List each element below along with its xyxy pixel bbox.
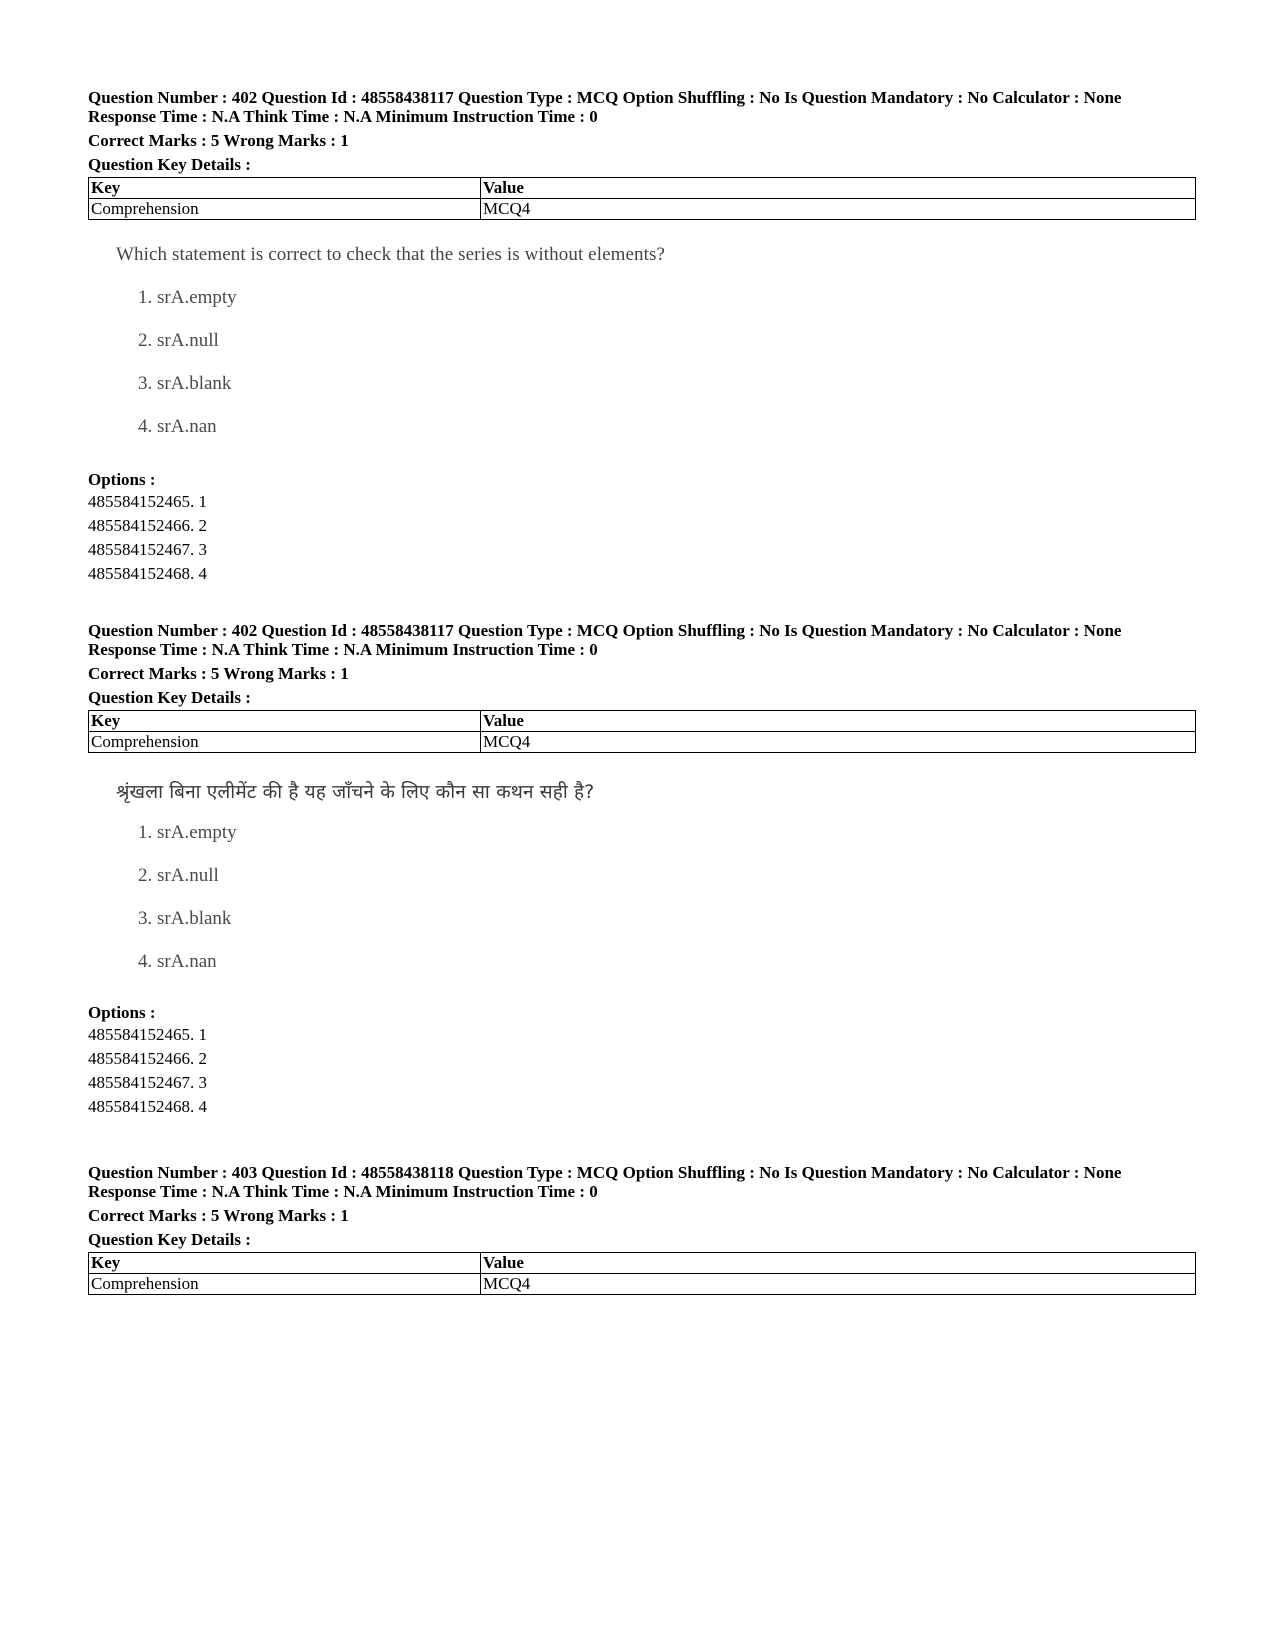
question-text: श्रृंखला बिना एलीमेंट की है यह जाँचने के लिए कौन सा कथन सही है?: [116, 781, 595, 803]
table-header-row: [89, 1253, 1196, 1274]
question-meta-line2: Response Time : N.A Think Time : N.A Minimum Instruction Time : 0: [88, 640, 598, 659]
options-label: Options :: [88, 1003, 156, 1022]
option-item: 485584152466. 2: [88, 516, 207, 535]
option-item: 485584152465. 1: [88, 1025, 207, 1044]
table-header-key: Key: [89, 1253, 481, 1274]
question-key-details-label: Question Key Details :: [88, 688, 251, 707]
question-meta-line2: Response Time : N.A Think Time : N.A Minimum Instruction Time : 0: [88, 107, 598, 126]
option-item: 485584152468. 4: [88, 1097, 207, 1116]
table-header-key: Key: [89, 711, 481, 732]
table-cell-key: Comprehension: [89, 732, 481, 753]
table-row: [89, 732, 1196, 753]
question-choice-4: 4. srA.nan: [138, 416, 217, 437]
question-block-402-en: [88, 88, 1196, 586]
table-cell-value: MCQ4: [481, 1274, 1196, 1295]
question-key-table: [88, 177, 1196, 220]
table-header-value: Value: [481, 1253, 1196, 1274]
question-key-table: [88, 710, 1196, 753]
table-row: [89, 1274, 1196, 1295]
table-cell-value: MCQ4: [481, 732, 1196, 753]
table-header-value: Value: [481, 178, 1196, 199]
option-item: 485584152467. 3: [88, 1073, 207, 1092]
table-cell-value: MCQ4: [481, 199, 1196, 220]
question-choice-2: 2. srA.null: [138, 865, 219, 886]
question-meta-line1: Question Number : 403 Question Id : 48558438118 Question Type : MCQ Option Shuffling : No Is Question Mandatory : No Calculator : None: [88, 1163, 1122, 1182]
table-cell-key: Comprehension: [89, 1274, 481, 1295]
question-choice-4: 4. srA.nan: [138, 951, 217, 972]
question-choice-3: 3. srA.blank: [138, 373, 232, 394]
question-meta-line1: Question Number : 402 Question Id : 48558438117 Question Type : MCQ Option Shuffling : No Is Question Mandatory : No Calculator : None: [88, 621, 1122, 640]
question-choice-2: 2. srA.null: [138, 330, 219, 351]
question-block-403: [88, 1163, 1196, 1295]
question-choice-1: 1. srA.empty: [138, 287, 237, 308]
question-marks: Correct Marks : 5 Wrong Marks : 1: [88, 131, 349, 150]
question-choice-3: 3. srA.blank: [138, 908, 232, 929]
question-text: Which statement is correct to check that the series is without elements?: [116, 244, 666, 265]
table-header-row: [89, 178, 1196, 199]
question-image: [88, 220, 1196, 470]
question-key-details-label: Question Key Details :: [88, 155, 251, 174]
question-choice-1: 1. srA.empty: [138, 822, 237, 843]
question-marks: Correct Marks : 5 Wrong Marks : 1: [88, 664, 349, 683]
question-key-table: [88, 1252, 1196, 1295]
table-row: [89, 199, 1196, 220]
table-header-key: Key: [89, 178, 481, 199]
question-image: [88, 753, 1196, 1003]
options-label: Options :: [88, 470, 156, 489]
option-item: 485584152465. 1: [88, 492, 207, 511]
question-meta-line1: Question Number : 402 Question Id : 48558438117 Question Type : MCQ Option Shuffling : No Is Question Mandatory : No Calculator : None: [88, 88, 1122, 107]
table-header-value: Value: [481, 711, 1196, 732]
question-marks: Correct Marks : 5 Wrong Marks : 1: [88, 1206, 349, 1225]
table-cell-key: Comprehension: [89, 199, 481, 220]
table-header-row: [89, 711, 1196, 732]
question-meta-line2: Response Time : N.A Think Time : N.A Minimum Instruction Time : 0: [88, 1182, 598, 1201]
question-block-402-hi: [88, 621, 1196, 1119]
option-item: 485584152468. 4: [88, 564, 207, 583]
question-key-details-label: Question Key Details :: [88, 1230, 251, 1249]
option-item: 485584152466. 2: [88, 1049, 207, 1068]
option-item: 485584152467. 3: [88, 540, 207, 559]
